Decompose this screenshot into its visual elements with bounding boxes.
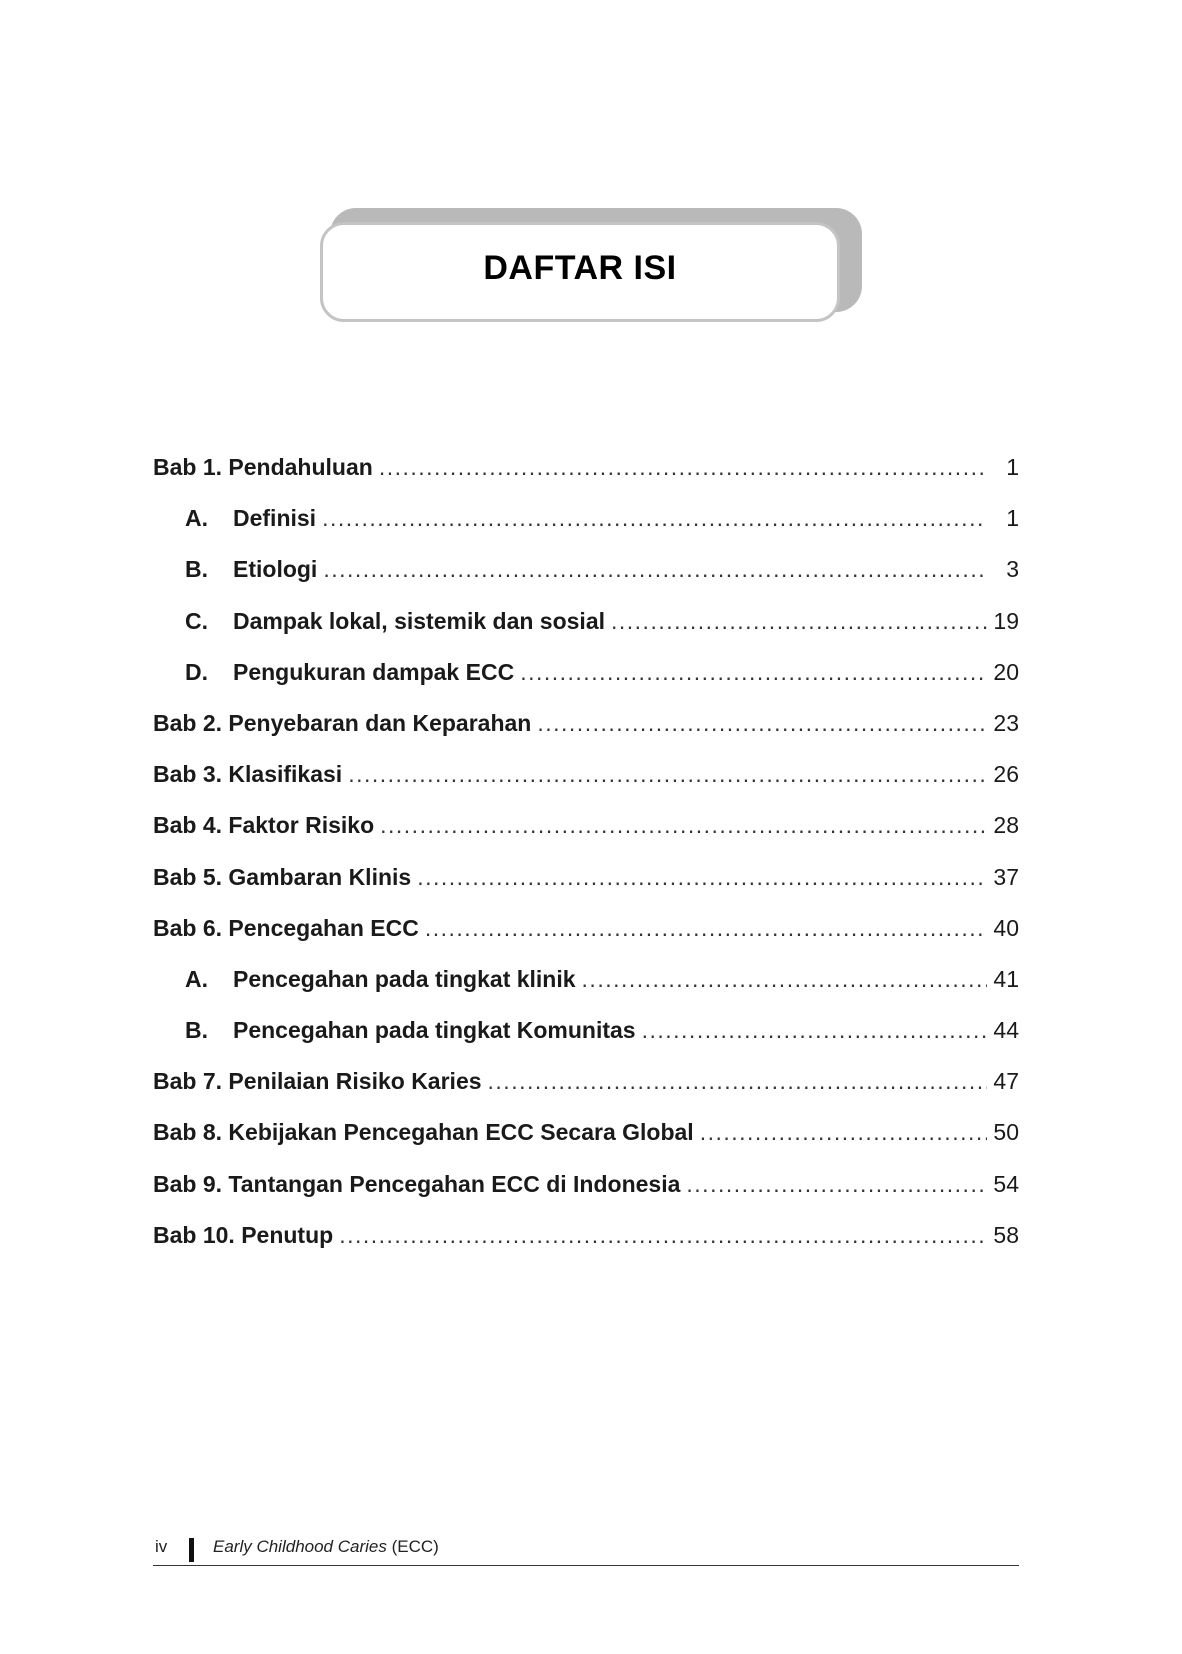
dot-leader [348, 761, 987, 788]
toc-subentry[interactable] [153, 966, 1019, 1017]
toc-entry[interactable] [153, 1222, 1019, 1273]
toc-page-number: 41 [993, 965, 1019, 992]
table-of-contents [153, 454, 1019, 1273]
toc-entry[interactable] [153, 710, 1019, 761]
footer-book-title-italic: Early Childhood Caries [213, 1537, 387, 1556]
toc-letter: B. [185, 1017, 208, 1044]
footer-book-title [213, 1537, 439, 1557]
toc-label: Bab 6. Pencegahan ECC [153, 914, 419, 941]
toc-page-number: 37 [993, 863, 1019, 890]
title-banner [320, 208, 862, 324]
footer-book-title-suffix: (ECC) [386, 1537, 439, 1556]
toc-entry[interactable] [153, 915, 1019, 966]
dot-leader [537, 710, 987, 737]
toc-letter: D. [185, 658, 208, 685]
toc-label: Bab 9. Tantangan Pencegahan ECC di Indonesia [153, 1170, 681, 1197]
toc-page-number: 1 [1006, 505, 1019, 532]
toc-entry[interactable] [153, 1068, 1019, 1119]
toc-label: Etiologi [233, 556, 318, 583]
dot-leader [642, 1017, 987, 1044]
toc-entry[interactable] [153, 812, 1019, 863]
toc-page-number: 54 [993, 1170, 1019, 1197]
toc-label: Bab 10. Penutup [153, 1221, 334, 1248]
toc-entry[interactable] [153, 864, 1019, 915]
dot-leader [488, 1068, 987, 1095]
dot-leader [686, 1171, 987, 1198]
dot-leader [322, 505, 987, 532]
toc-subentry[interactable] [153, 1017, 1019, 1068]
toc-entry[interactable] [153, 1119, 1019, 1170]
toc-entry[interactable] [153, 1171, 1019, 1222]
toc-label: Definisi [233, 505, 317, 532]
title-box [320, 222, 840, 322]
toc-label: Bab 4. Faktor Risiko [153, 812, 375, 839]
toc-letter: B. [185, 556, 208, 583]
toc-page-number: 26 [993, 761, 1019, 788]
toc-label: Bab 3. Klasifikasi [153, 761, 343, 788]
toc-label: Dampak lokal, sistemik dan sosial [233, 607, 605, 634]
toc-page-number: 3 [1006, 556, 1019, 583]
toc-subentry[interactable] [153, 659, 1019, 710]
toc-page-number: 28 [993, 812, 1019, 839]
dot-leader [339, 1222, 987, 1249]
toc-label: Pencegahan pada tingkat Komunitas [233, 1017, 636, 1044]
dot-leader [700, 1119, 987, 1146]
toc-label: Bab 2. Penyebaran dan Keparahan [153, 709, 532, 736]
toc-page-number: 40 [993, 914, 1019, 941]
toc-entry[interactable] [153, 454, 1019, 505]
dot-leader [379, 454, 987, 481]
dot-leader [425, 915, 987, 942]
toc-page-number: 44 [993, 1017, 1019, 1044]
page-footer [153, 1537, 1019, 1567]
toc-letter: A. [185, 965, 208, 992]
toc-letter: A. [185, 505, 208, 532]
footer-divider-bar [189, 1538, 194, 1562]
toc-label: Pengukuran dampak ECC [233, 658, 515, 685]
dot-leader [582, 966, 987, 993]
dot-leader [323, 556, 987, 583]
toc-page-number: 19 [993, 607, 1019, 634]
toc-page-number: 23 [993, 709, 1019, 736]
toc-page-number: 20 [993, 658, 1019, 685]
dot-leader [417, 864, 987, 891]
toc-subentry[interactable] [153, 608, 1019, 659]
toc-subentry[interactable] [153, 556, 1019, 607]
page-title: DAFTAR ISI [483, 248, 677, 287]
footer-rule [153, 1565, 1019, 1566]
dot-leader [380, 812, 987, 839]
footer-page-number: iv [155, 1537, 168, 1556]
toc-page-number: 58 [993, 1221, 1019, 1248]
toc-page-number: 1 [1006, 454, 1019, 480]
toc-label: Bab 7. Penilaian Risiko Karies [153, 1068, 482, 1095]
toc-label: Bab 1. Pendahuluan [153, 454, 373, 480]
toc-label: Bab 8. Kebijakan Pencegahan ECC Secara Global [153, 1119, 694, 1146]
toc-page-number: 47 [993, 1068, 1019, 1095]
toc-label: Pencegahan pada tingkat klinik [233, 965, 576, 992]
toc-label: Bab 5. Gambaran Klinis [153, 863, 412, 890]
toc-page-number: 50 [993, 1119, 1019, 1146]
toc-subentry[interactable] [153, 505, 1019, 556]
dot-leader [611, 608, 987, 635]
toc-entry[interactable] [153, 761, 1019, 812]
toc-letter: C. [185, 607, 208, 634]
dot-leader [520, 659, 987, 686]
